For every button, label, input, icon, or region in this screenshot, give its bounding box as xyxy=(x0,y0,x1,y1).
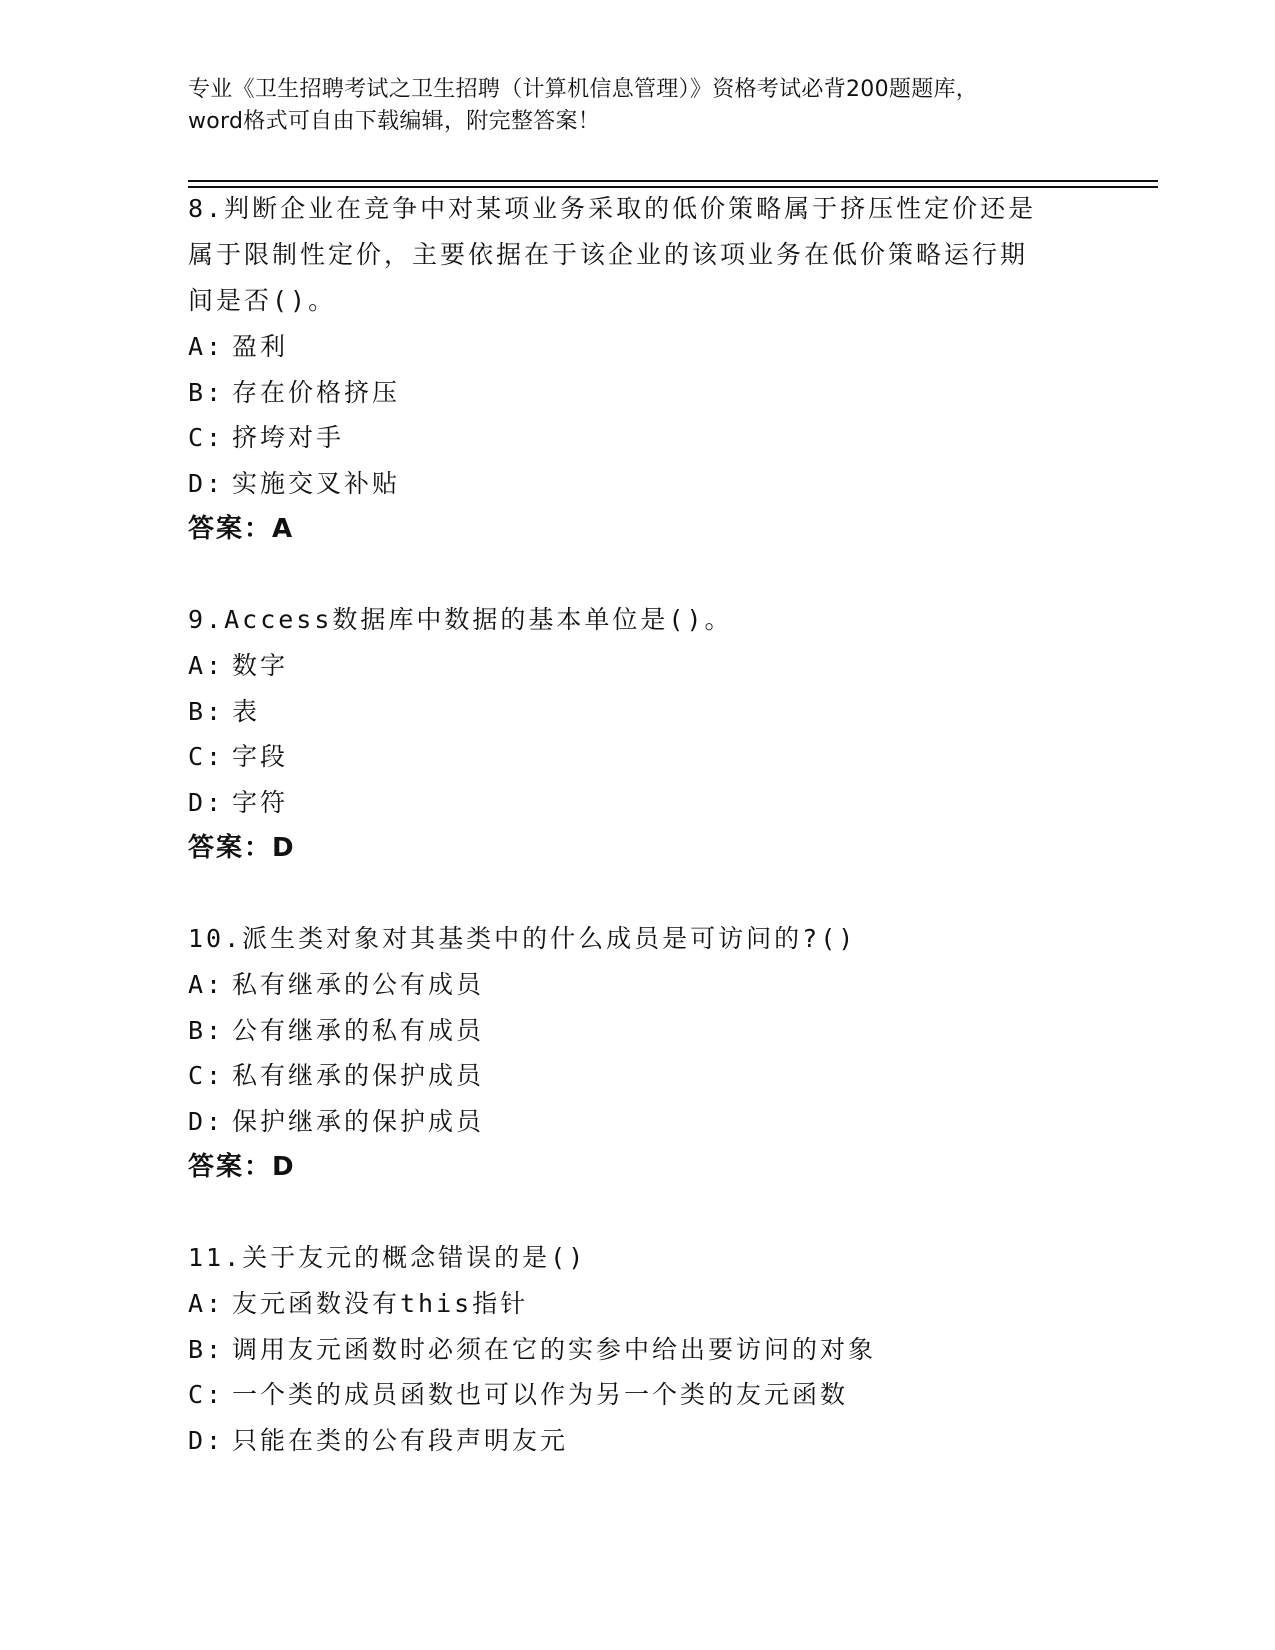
option-key: C: xyxy=(188,1380,225,1409)
option-key: C: xyxy=(188,742,225,771)
option-key: D: xyxy=(188,787,225,817)
option-text: 一个类的成员函数也可以作为另一个类的友元函数 xyxy=(232,1380,849,1409)
option-key: C: xyxy=(188,423,225,452)
question-item xyxy=(188,1235,1068,1463)
option-key: B: xyxy=(188,696,225,726)
option-key: B: xyxy=(188,1015,225,1045)
option-text: 表 xyxy=(232,696,261,726)
option-text: 调用友元函数时必须在它的实参中给出要访问的对象 xyxy=(232,1334,877,1364)
option-text: 私有继承的公有成员 xyxy=(232,970,485,999)
question-item xyxy=(188,597,1068,871)
option-text: 实施交叉补贴 xyxy=(232,468,401,498)
option-text: 盈利 xyxy=(232,332,289,361)
option-d xyxy=(188,1099,1068,1145)
option-list xyxy=(188,643,1068,825)
option-key: A: xyxy=(188,651,225,680)
option-a xyxy=(188,962,1068,1008)
option-d xyxy=(188,780,1068,826)
answer-line: 答案：A xyxy=(188,514,295,544)
option-key: A: xyxy=(188,1289,225,1318)
question-stem: 9.Access数据库中数据的基本单位是()。 xyxy=(188,605,733,634)
option-list xyxy=(188,324,1068,506)
option-key: D: xyxy=(188,468,225,498)
header-line-1: 专业《卫生招聘考试之卫生招聘（计算机信息管理）》资格考试必背200题题库， xyxy=(188,77,979,102)
option-key: A: xyxy=(188,332,225,361)
option-c xyxy=(188,415,1068,461)
option-key: D: xyxy=(188,1106,225,1136)
option-a xyxy=(188,643,1068,689)
option-list xyxy=(188,962,1068,1144)
option-list xyxy=(188,1281,1068,1463)
option-b xyxy=(188,370,1068,416)
option-text: 公有继承的私有成员 xyxy=(232,1015,485,1045)
option-a xyxy=(188,1281,1068,1327)
document-header xyxy=(188,74,1088,138)
option-b xyxy=(188,1008,1068,1054)
option-text: 只能在类的公有段声明友元 xyxy=(232,1425,569,1455)
question-item xyxy=(188,916,1068,1190)
question-stem: 8.判断企业在竞争中对某项业务采取的低价策略属于挤压性定价还是属于限制性定价，主要依据在于该企业的该项业务在低价策略运行期间是否()。 xyxy=(188,194,1037,315)
header-divider-top xyxy=(188,180,1158,182)
option-c xyxy=(188,734,1068,780)
option-text: 保护继承的保护成员 xyxy=(232,1106,485,1136)
question-stem: 10.派生类对象对其基类中的什么成员是可访问的?() xyxy=(188,924,857,953)
answer-line: 答案：D xyxy=(188,1152,296,1182)
option-key: B: xyxy=(188,377,225,407)
question-stem: 11.关于友元的概念错误的是() xyxy=(188,1243,587,1272)
option-key: D: xyxy=(188,1425,225,1455)
option-key: A: xyxy=(188,970,225,999)
option-d xyxy=(188,461,1068,507)
option-b xyxy=(188,1327,1068,1373)
question-item xyxy=(188,186,1068,552)
option-b xyxy=(188,689,1068,735)
option-c xyxy=(188,1372,1068,1418)
option-key: C: xyxy=(188,1061,225,1090)
option-text: 私有继承的保护成员 xyxy=(232,1061,485,1090)
option-text: 字符 xyxy=(232,787,289,817)
option-c xyxy=(188,1053,1068,1099)
answer-line: 答案：D xyxy=(188,833,296,863)
option-key: B: xyxy=(188,1334,225,1364)
option-text: 友元函数没有this指针 xyxy=(232,1289,529,1318)
option-text: 字段 xyxy=(232,742,289,771)
option-text: 数字 xyxy=(232,651,289,680)
option-d xyxy=(188,1418,1068,1464)
header-line-2: word格式可自由下载编辑，附完整答案！ xyxy=(188,109,601,134)
question-list xyxy=(188,186,1068,1508)
option-a xyxy=(188,324,1068,370)
option-text: 存在价格挤压 xyxy=(232,377,401,407)
option-text: 挤垮对手 xyxy=(232,423,345,452)
